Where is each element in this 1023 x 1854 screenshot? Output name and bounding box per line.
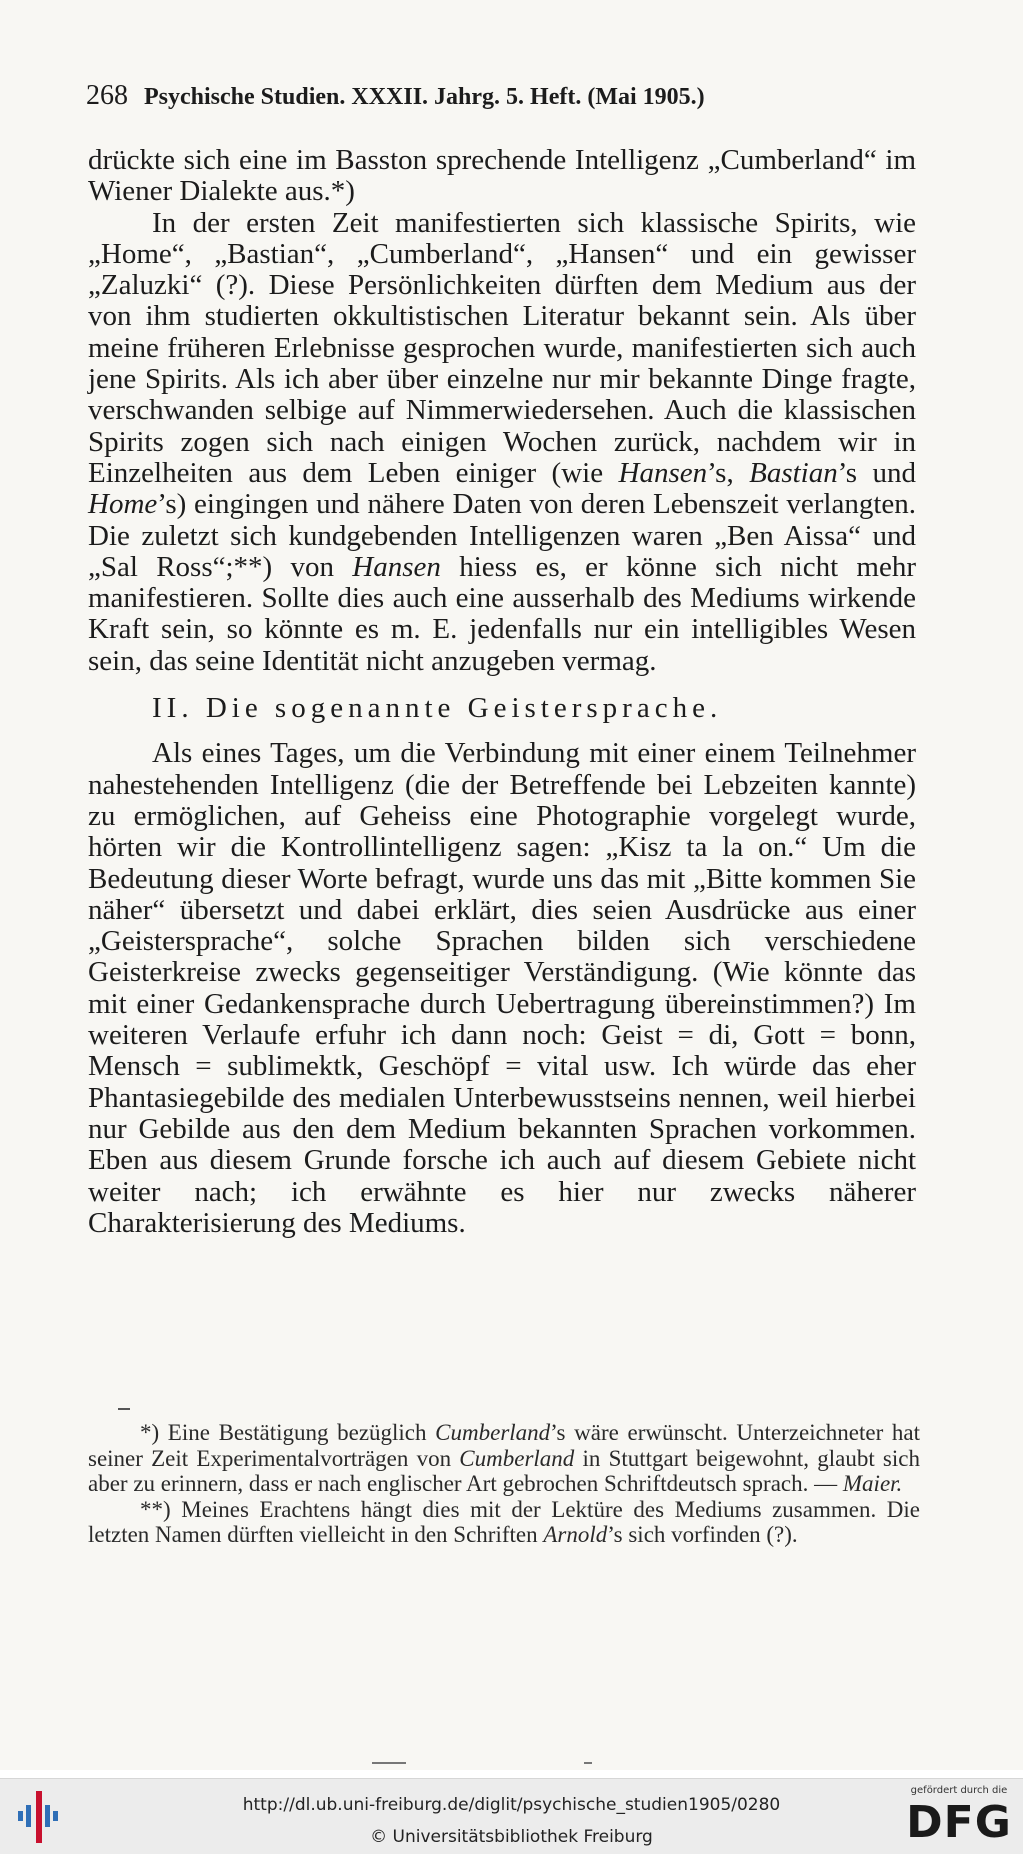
section-heading: II. Die sogenannte Geistersprache. <box>152 692 723 725</box>
signature-maier: Maier. <box>842 1471 903 1496</box>
dfg-logo <box>904 1785 1014 1851</box>
name-hansen: Hansen <box>618 456 708 489</box>
viewer-footer <box>0 1778 1023 1854</box>
page-bottom-mark <box>584 1762 592 1764</box>
body-text <box>88 145 916 1239</box>
document-url[interactable]: http://dl.ub.uni-freiburg.de/diglit/psychische_studien1905/0280 <box>242 1795 781 1815</box>
page-header <box>86 80 926 112</box>
page-bottom-mark <box>372 1762 406 1764</box>
footnote-rule <box>118 1408 130 1410</box>
paragraph-continuation: drückte sich eine im Basston sprechende Intelligenz „Cumberland“ im Wiener Dialekte aus.*) <box>88 144 916 208</box>
running-title: Psychische Studien. XXXII. Jahrg. 5. Heft. (Mai 1905.) <box>144 84 705 110</box>
paragraph-geistersprache: Als eines Tages, um die Verbindung mit einer einem Teilnehmer nahestehenden Intelligenz (die der Betreffende bei Lebzeiten kannte) zu ermöglichen, auf Geheiss eine Photographie vorgelegt wurde, hörten wir die Kontrollintelligenz sagen: „Kisz ta la on.“ Um die Bedeutung dieser Worte befragt, wurde uns das mit „Bitte kommen Sie näher“ übersetzt und dabei erklärt, dies seien Ausdrücke aus einer „Geistersprache“, solche Sprachen bilden sich verschiedene Geisterkreise zwecks gegenseitiger Verständigung. (Wie könnte das mit einer Gedankensprache durch Uebertragung übereinstimmen?) Im weiteren Verlaufe erfuhr ich dann noch: Geist = di, Gott = bonn, Mensch = sublimektk, Geschöpf = vital usw. Ich würde das eher Phantasiegebilde des medialen Unterbewusstseins nennen, weil hierbei nur Gebilde aus den dem Medium bekannten Sprachen vorkommen. Eben aus diesem Grunde forsche ich auch auf diesem Gebiete nicht weiter nach; ich erwähnte es hier nur zwecks näherer Charakterisierung des Mediums. <box>88 737 916 1239</box>
name-hansen-2: Hansen <box>352 550 441 583</box>
footnote-2: **) Meines Erachtens hängt dies mit der Lektüre des Mediums zusammen. Die letzten Namen dürften vielleicht in den Schriften Arnold’s sich vorfinden (?). <box>88 1496 920 1547</box>
dfg-caption: gefördert durch die <box>910 1785 1008 1796</box>
name-home: Home <box>88 488 158 521</box>
paragraph-spirits: In der ersten Zeit manifestierten sich klassische Spirits, wie „Home“, „Bastian“, „Cumberland“, „Hansen“ und ein gewisser „Zaluzki“ (?). Diese Persönlichkeiten dürften dem Medium aus der von ihm studierten okkultistischen Literatur bekannt sein. Als über meine früheren Erlebnisse gesprochen wurde, manifestierten sich auch jene Spirits. Als ich aber über einzelne nur mir bekannte Dinge fragte, verschwanden selbige auf Nimmerwiedersehen. Auch die klassischen Spirits zogen sich nach einigen Wochen zurück, nachdem wir in Einzelheiten aus dem Leben einiger (wie Hansen’s, Bastian’s und Home’s) eingingen und nähere Daten von deren Lebenszeit verlangten. Die zuletzt sich kundgebenden Intelligenzen waren „Ben Aissa“ und „Sal Ross“;**) von Hansen hiess es, er könne sich nicht mehr manifestieren. Sollte dies auch eine ausserhalb des Mediums wirkende Kraft sein, so könnte es m. E. jedenfalls nur ein intelligibles Wesen sein, das seine Identität nicht anzugeben vermag. <box>88 206 917 677</box>
name-bastian: Bastian <box>749 456 838 489</box>
footnotes <box>88 1420 920 1548</box>
dfg-logo-text: DFG <box>906 1797 1012 1848</box>
page-number: 268 <box>86 80 128 111</box>
footnote-1: *) Eine Bestätigung bezüglich Cumberland’s wäre erwünscht. Unterzeichneter hat seiner Zeit Experimentalvorträgen von Cumberland in Stuttgart beigewohnt, glaubt sich aber zu erinnern, dass er nach englischer Art gebrochen Schriftdeutsch sprach. — Maier. <box>88 1420 920 1496</box>
copyright-notice: © Universitätsbibliothek Freiburg <box>370 1827 653 1847</box>
